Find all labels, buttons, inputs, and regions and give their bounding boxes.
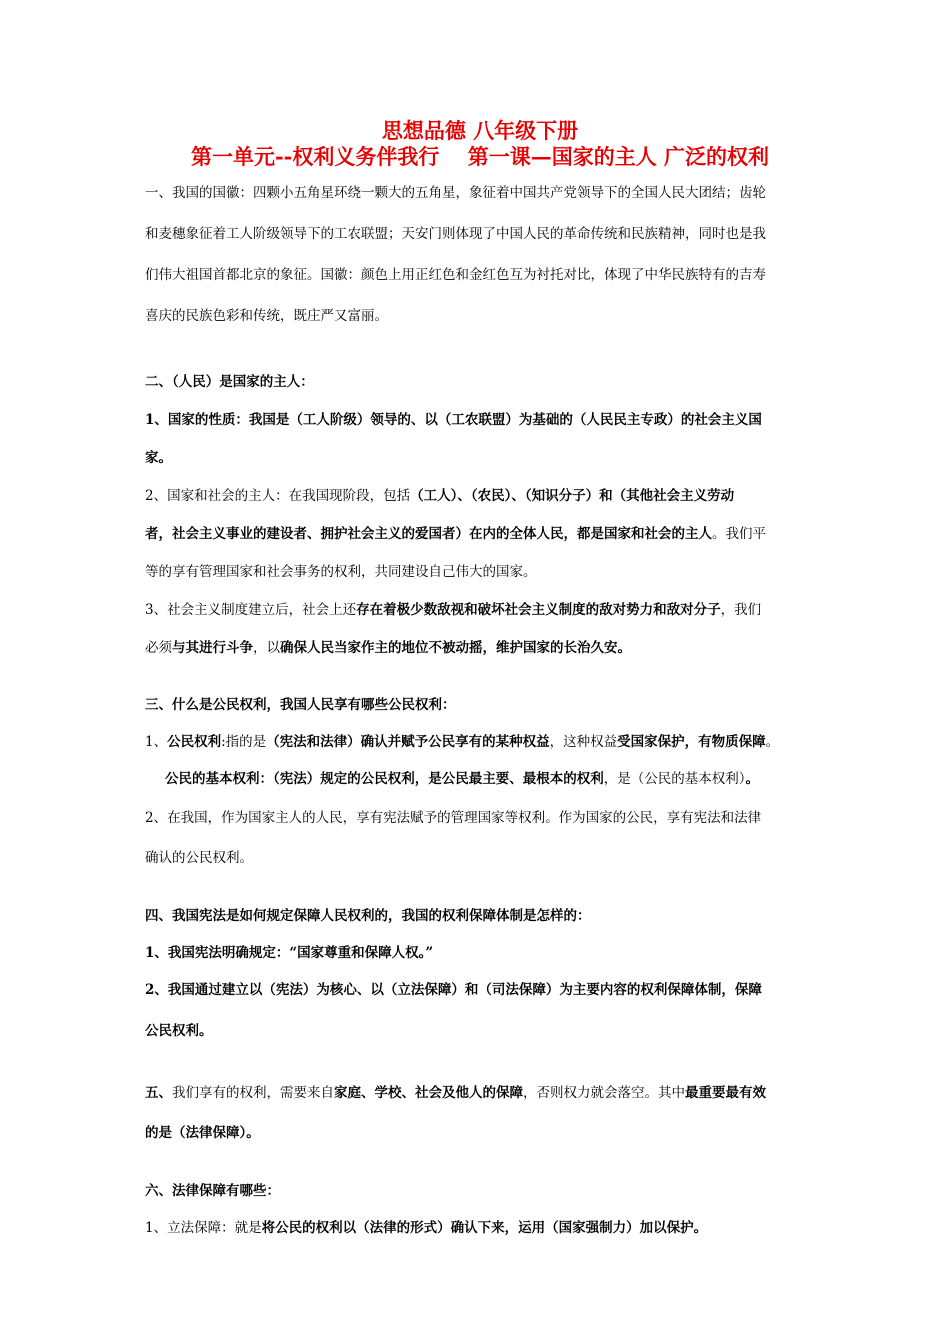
- section-5: [145, 1073, 815, 1153]
- paragraph-line: 公民权利。: [145, 1023, 213, 1039]
- text-run: 最重要最有效: [685, 1085, 766, 1101]
- paragraph-line: [145, 724, 815, 761]
- text-run: 。我们平: [712, 526, 766, 542]
- text-run: 公民权利: [167, 734, 222, 750]
- text-run: （宪法和法律）确认并赋予公民享有的某种权益: [266, 734, 550, 750]
- text-run: 家庭、学校、社会及他人的保障: [334, 1085, 523, 1101]
- text-run: 者，社会主义事业的建设者、拥护社会主义的爱国者）在内的全体人民，都是国家和社会的主人: [145, 526, 712, 542]
- section-2: [145, 363, 815, 667]
- section-1: [145, 173, 815, 337]
- text-run: 将公民的权利以（法律的形式）确认下来，运用（国家强制力）加以保护。: [261, 1220, 708, 1236]
- section-6: [145, 1173, 815, 1247]
- section-4: [145, 898, 815, 1053]
- text-run: 确保人民当家作主的地位不被动摇，维护国家的长治久安。: [280, 640, 631, 656]
- paragraph-line: [145, 477, 815, 515]
- paragraph-line: 确认的公民权利。: [145, 850, 253, 866]
- text-run: ，这种权益: [549, 734, 618, 750]
- paragraph-line: [145, 1073, 815, 1113]
- paragraph-line: 家。: [145, 450, 172, 466]
- text-run: 。: [745, 771, 759, 787]
- text-run: 1、: [145, 734, 168, 750]
- text-run: （工人）、（农民）、（知识分子）和（其他社会主义劳动: [410, 488, 735, 504]
- paragraph-line: [145, 591, 815, 629]
- paragraph-line: 等的享有管理国家和社会事务的权利，共同建设自己伟大的国家。: [145, 564, 537, 580]
- paragraph-line: [145, 761, 815, 798]
- paragraph-line: 和麦穗象征着工人阶级领导下的工农联盟；天安门则体现了中国人民的革命传统和民族精神，同时也是我: [145, 226, 766, 242]
- text-run: 2、国家和社会的主人：在我国现阶段，包括: [145, 488, 411, 504]
- text-run: ，以: [253, 640, 280, 656]
- document-subtitle: 第一单元--权利义务伴我行 第一课—国家的主人 广泛的权利: [190, 144, 770, 169]
- text-run: 受国家保护，有物质保障: [617, 734, 766, 750]
- paragraph-line: 1、国家的性质：我国是（工人阶级）领导的、以（工农联盟）为基础的（人民民主专政）的社会主义国: [145, 412, 762, 428]
- text-run: 3、社会主义制度建立后，社会上还: [145, 602, 357, 618]
- text-run: 公民的基本权利：（宪法）规定的公民权利，是公民最主要、最根本的权利: [165, 771, 604, 787]
- section-heading: 六、法律保障有哪些：: [145, 1183, 280, 1199]
- paragraph-line: [145, 515, 815, 553]
- section-heading: 三、什么是公民权利，我国人民享有哪些公民权利：: [145, 697, 456, 713]
- paragraph-line: 2、在我国，作为国家主人的人民，享有宪法赋予的管理国家等权利。作为国家的公民，享有宪法和法律: [145, 810, 762, 826]
- document-title: 思想品德 八年级下册: [381, 118, 579, 143]
- text-run: 与其进行斗争: [172, 640, 253, 656]
- text-run: :指的是: [221, 734, 267, 750]
- text-run: 必须: [145, 640, 172, 656]
- paragraph-line: 2、我国通过建立以（宪法）为核心、以（立法保障）和（司法保障）为主要内容的权利保障体制，保障: [145, 982, 762, 998]
- paragraph-line: 们伟大祖国首都北京的象征。国徽：颜色上用正红色和金红色互为衬托对比，体现了中华民族特有的吉寿: [145, 267, 766, 283]
- paragraph-line: 1、我国宪法明确规定：“国家尊重和保障人权。”: [145, 945, 434, 961]
- text-run: ：就是: [221, 1220, 262, 1236]
- paragraph-line: 一、我国的国徽：四颗小五角星环绕一颗大的五角星，象征着中国共产党领导下的全国人民大团结；齿轮: [145, 185, 766, 201]
- text-run: ，我们: [720, 602, 762, 618]
- document-page: [145, 118, 815, 1247]
- section-heading: 四、我国宪法是如何规定保障人民权利的，我国的权利保障体制是怎样的：: [145, 908, 591, 924]
- text-run: 。: [765, 734, 780, 750]
- section-heading: 二、（人民）是国家的主人：: [145, 374, 314, 390]
- text-run: 存在着极少数敌视和破坏社会主义制度的敌对势力和敌对分子: [356, 602, 721, 618]
- section-3: [145, 687, 815, 878]
- paragraph-line: [145, 629, 815, 667]
- text-run: ，是（公民的基本权利）: [603, 771, 746, 787]
- text-run: 五、: [145, 1085, 172, 1101]
- text-run: 我们享有的权利，需要来自: [172, 1085, 334, 1101]
- text-run: 1、立法保障: [145, 1220, 222, 1236]
- paragraph-line: 的是（法律保障）。: [145, 1125, 260, 1141]
- paragraph-line: [145, 1210, 815, 1247]
- text-run: ，否则权力就会落空。其中: [523, 1085, 685, 1101]
- paragraph-line: 喜庆的民族色彩和传统，既庄严又富丽。: [145, 308, 388, 324]
